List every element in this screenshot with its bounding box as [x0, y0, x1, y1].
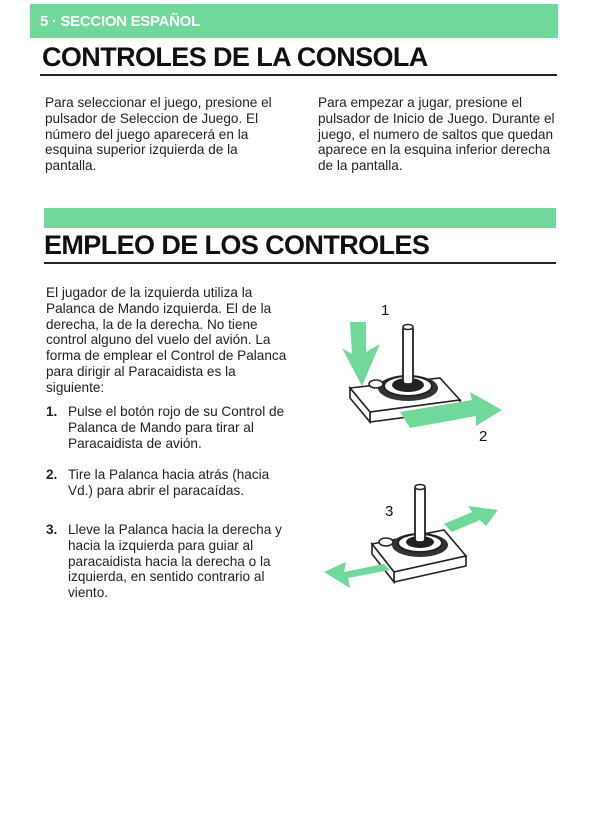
arrow-up-right-icon	[444, 506, 498, 532]
header-band	[30, 4, 558, 38]
joystick-illustration	[320, 300, 520, 600]
step-number: 2.	[46, 467, 58, 482]
step-number: 3.	[46, 522, 58, 537]
step-text: Pulse el botón rojo de su Control de Palanca de Mando para tirar al Paracaidista de avión.	[68, 404, 285, 451]
arrow-down-icon	[342, 322, 380, 386]
paragraph-controls-intro: El jugador de la izquierda utiliza la Palanca de Mando izquierda. El de la derecha, la de la derecha. No tiene control alguno del vuelo del avión. La forma de emplear el Control de Palanca para dirigir al Paracaidista es la siguiente:	[46, 285, 287, 395]
title-rule	[40, 74, 557, 76]
callout-2: 2	[479, 428, 488, 445]
title-rule	[44, 262, 556, 264]
section-divider-band	[44, 208, 556, 228]
section-label: 5 · SECCION ESPAÑOL	[40, 13, 200, 30]
section-title-console-controls: CONTROLES DE LA CONSOLA	[42, 42, 428, 72]
paragraph-game-start: Para empezar a jugar, presione el pulsador de Inicio de Juego. Durante el juego, el numero de saltos que quedan aparece en la esquina inferior derecha de la pantalla.	[318, 95, 555, 174]
section-title-controls-usage: EMPLEO DE LOS CONTROLES	[44, 230, 430, 260]
step-number: 1.	[46, 404, 58, 419]
callout-3: 3	[385, 503, 394, 520]
callout-1: 1	[381, 302, 390, 319]
arrow-left-icon	[324, 562, 390, 588]
paragraph-game-select: Para seleccionar el juego, presione el pulsador de Seleccion de Juego. El número del juego aparecerá en la esquina superior izquierda de la pantalla.	[45, 95, 272, 174]
step-text: Lleve la Palanca hacia la derecha y hacia la izquierda para guiar al paracaidista hacia la derecha o la izquierda, en sentido contrario al viento.	[68, 522, 282, 601]
step-text: Tire la Palanca hacia atrás (hacia Vd.) para abrir el paracaídas.	[68, 467, 270, 498]
